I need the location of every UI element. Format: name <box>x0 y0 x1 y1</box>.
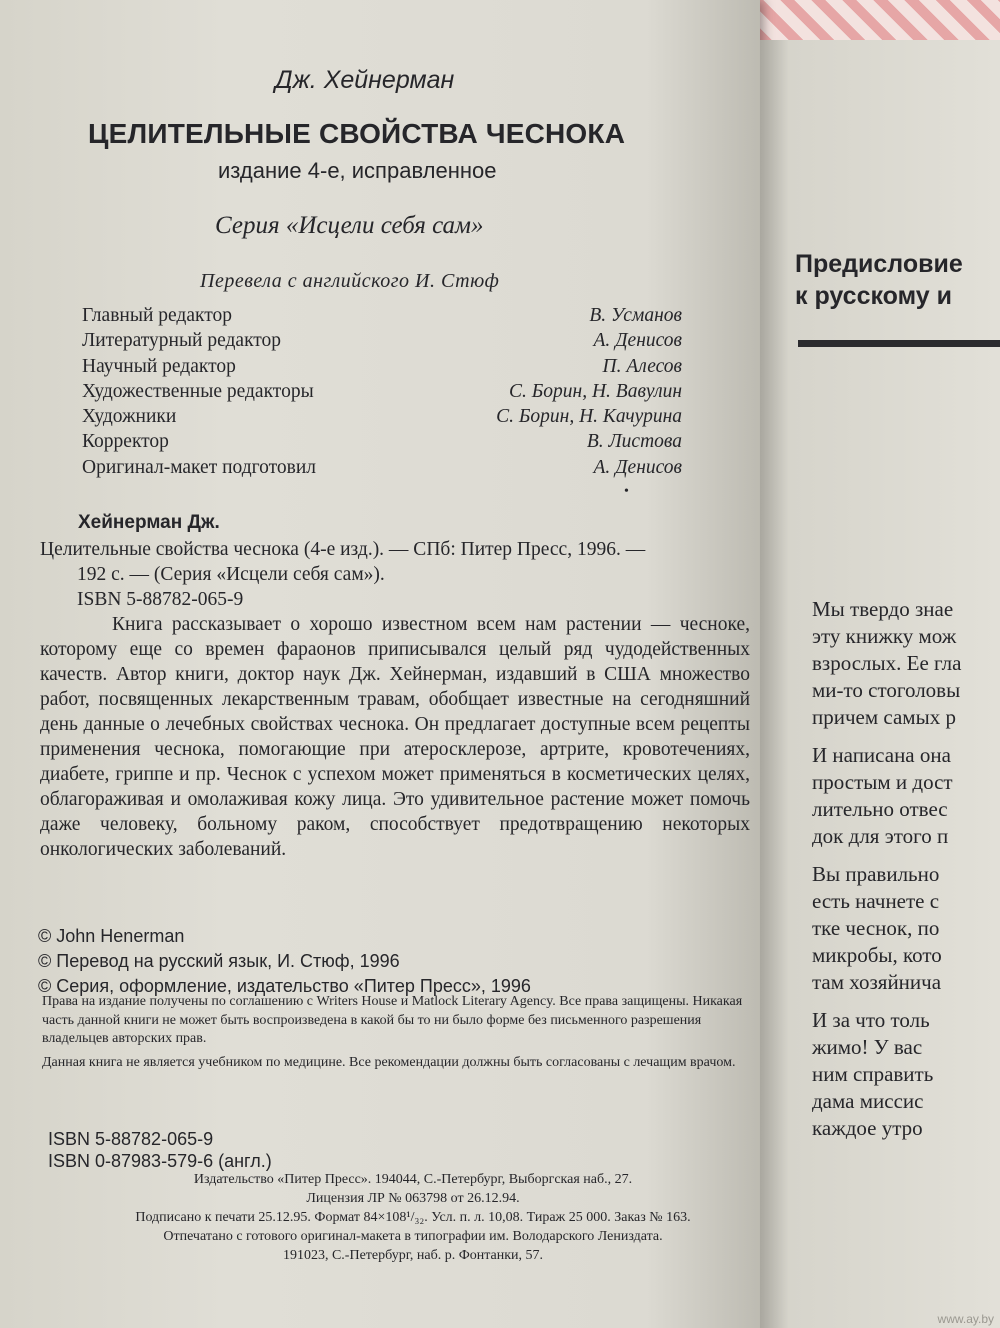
book-author: Дж. Хейнерман <box>275 66 455 94</box>
series-name: Серия «Исцели себя сам» <box>215 212 484 239</box>
credit-role: Корректор <box>82 431 169 453</box>
annotation-text: Книга рассказывает о хорошо известном всем нам растении — чесноке, которому еще со времен фараонов приписывался целый ряд чудодейственных качеств. Автор книги, доктор наук Дж. Хейнерман, издавший в США множество работ, посвященных лекарственным травам, обобщает известные на сегодняшний день данные о лечебных свойствах чеснока. Он предлагает доступные всем рецепты применения чеснока, помогающие при атеросклерозе, артрите, кровотечениях, диабете, гриппе и пр. Чеснок с успехом может применяться в косметических целях, облагораживая и омолаживая кожу лица. Это удивительное растение может помочь даже человеку, больному раком, способствует предотвращению некоторых онкологических заболеваний. <box>40 614 750 860</box>
imprint-line: Подписано к печати 25.12.95. Формат 84×108¹/₃₂. Усл. п. л. 10,08. Тираж 25 000. Заказ № 163. <box>135 1210 691 1225</box>
preface-paragraph <box>812 742 961 850</box>
site-watermark: www.ay.by <box>937 1312 994 1326</box>
preface-rule <box>798 340 1000 347</box>
credit-name: В. Усманов <box>589 305 682 326</box>
credits-list <box>82 305 682 482</box>
preface-title <box>795 248 963 312</box>
preface-line: И написана она <box>812 743 951 767</box>
credit-row <box>82 356 682 381</box>
credit-row <box>82 305 682 330</box>
translator-line: Перевела с английского И. Стюф <box>200 270 500 292</box>
bibliography-isbn: ISBN 5-88782-065-9 <box>77 589 244 610</box>
credit-row <box>82 330 682 355</box>
copyright-line: © John Henerman <box>38 926 185 946</box>
imprint-line: Отпечатано с готового оригинал-макета в типографии им. Володарского Лениздата. <box>163 1229 663 1244</box>
preface-line: каждое утро <box>812 1116 923 1140</box>
credit-role: Главный редактор <box>82 305 232 326</box>
preface-paragraph <box>812 861 961 996</box>
bullet-dot: • <box>624 484 629 499</box>
credit-role: Художники <box>82 406 177 428</box>
preface-line: ми-то стоголовы <box>812 678 961 702</box>
preface-line: микробы, кото <box>812 943 942 967</box>
bibliography-line: Целительные свойства чеснока (4-е изд.). — СПб: Питер Пресс, 1996. — <box>40 539 646 560</box>
rights-notice <box>42 993 752 1072</box>
book-title: ЦЕЛИТЕЛЬНЫЕ СВОЙСТВА ЧЕСНОКА <box>88 118 626 149</box>
preface-line: есть начнете с <box>812 889 940 913</box>
credit-name: С. Борин, Н. Вавулин <box>509 380 682 402</box>
rights-paragraph: Права на издание получены по соглашению с Writers House и Matlock Literary Agency. Все права защищены. Никакая часть данной книги не может быть воспроизведена в какой бы то ни было форме без письменного разрешения владельцев авторских прав. <box>42 994 743 1046</box>
isbn-list <box>48 1128 272 1172</box>
imprint-block <box>58 1170 768 1265</box>
credit-name: А. Денисов <box>593 330 682 352</box>
preface-line: ним справить <box>812 1062 934 1086</box>
imprint-line: 191023, С.-Петербург, наб. р. Фонтанки, 57. <box>282 1248 544 1263</box>
bibliography-record <box>40 537 750 862</box>
credit-name: А. Денисов <box>593 456 682 478</box>
credit-row <box>82 431 682 456</box>
isbn-line: ISBN 0-87983-579-6 (англ.) <box>48 1151 272 1171</box>
preface-line: тке чеснок, по <box>812 916 940 940</box>
copyright-line: © Перевод на русский язык, И. Стюф, 1996 <box>38 951 400 971</box>
preface-paragraph <box>812 596 961 731</box>
preface-line: там хозяйнича <box>812 970 942 994</box>
bibliography-heading: Хейнерман Дж. <box>78 512 220 533</box>
preface-paragraph <box>812 1007 961 1142</box>
preface-line: причем самых р <box>812 705 956 729</box>
edition-note: издание 4-е, исправленное <box>218 158 497 183</box>
preface-text <box>812 596 961 1153</box>
credit-row <box>82 381 682 406</box>
imprint-line: Лицензия ЛР № 063798 от 26.12.94. <box>306 1191 520 1206</box>
preface-line: простым и дост <box>812 770 953 794</box>
credit-role: Научный редактор <box>82 355 236 377</box>
preface-line: эту книжку мож <box>812 624 957 648</box>
preface-line: взрослых. Ее гла <box>812 651 962 675</box>
credit-role: Оригинал-макет подготовил <box>82 456 317 478</box>
preface-line: И за что толь <box>812 1008 930 1032</box>
preface-line: Мы твердо знае <box>812 597 954 621</box>
credit-role: Художественные редакторы <box>82 380 314 402</box>
copyright-notices <box>38 924 531 999</box>
credit-row <box>82 457 682 482</box>
isbn-line: ISBN 5-88782-065-9 <box>48 1129 214 1149</box>
preface-title-line: Предисловие <box>795 250 963 278</box>
preface-line: лительно отвес <box>812 797 948 821</box>
preface-line: док для этого п <box>812 824 949 848</box>
credit-row <box>82 406 682 431</box>
bibliography-line: 192 с. — (Серия «Исцели себя сам»). <box>77 564 385 585</box>
imprint-line: Издательство «Питер Пресс». 194044, С.-Петербург, Выборгская наб., 27. <box>193 1172 633 1187</box>
disclaimer-paragraph: Данная книга не является учебником по медицине. Все рекомендации должны быть согласованы с лечащим врачом. <box>42 1054 736 1070</box>
credit-name: П. Алесов <box>602 355 682 377</box>
preface-line: жимо! У вас <box>812 1035 923 1059</box>
credit-role: Литературный редактор <box>82 330 282 352</box>
preface-title-line: к русскому и <box>795 282 952 310</box>
copyright-line: © Серия, оформление, издательство «Питер Пресс», 1996 <box>38 976 531 996</box>
credit-name: С. Борин, Н. Качурина <box>496 406 682 428</box>
preface-line: Вы правильно <box>812 862 940 886</box>
credit-name: В. Листова <box>586 431 682 453</box>
preface-line: дама миссис <box>812 1089 924 1113</box>
